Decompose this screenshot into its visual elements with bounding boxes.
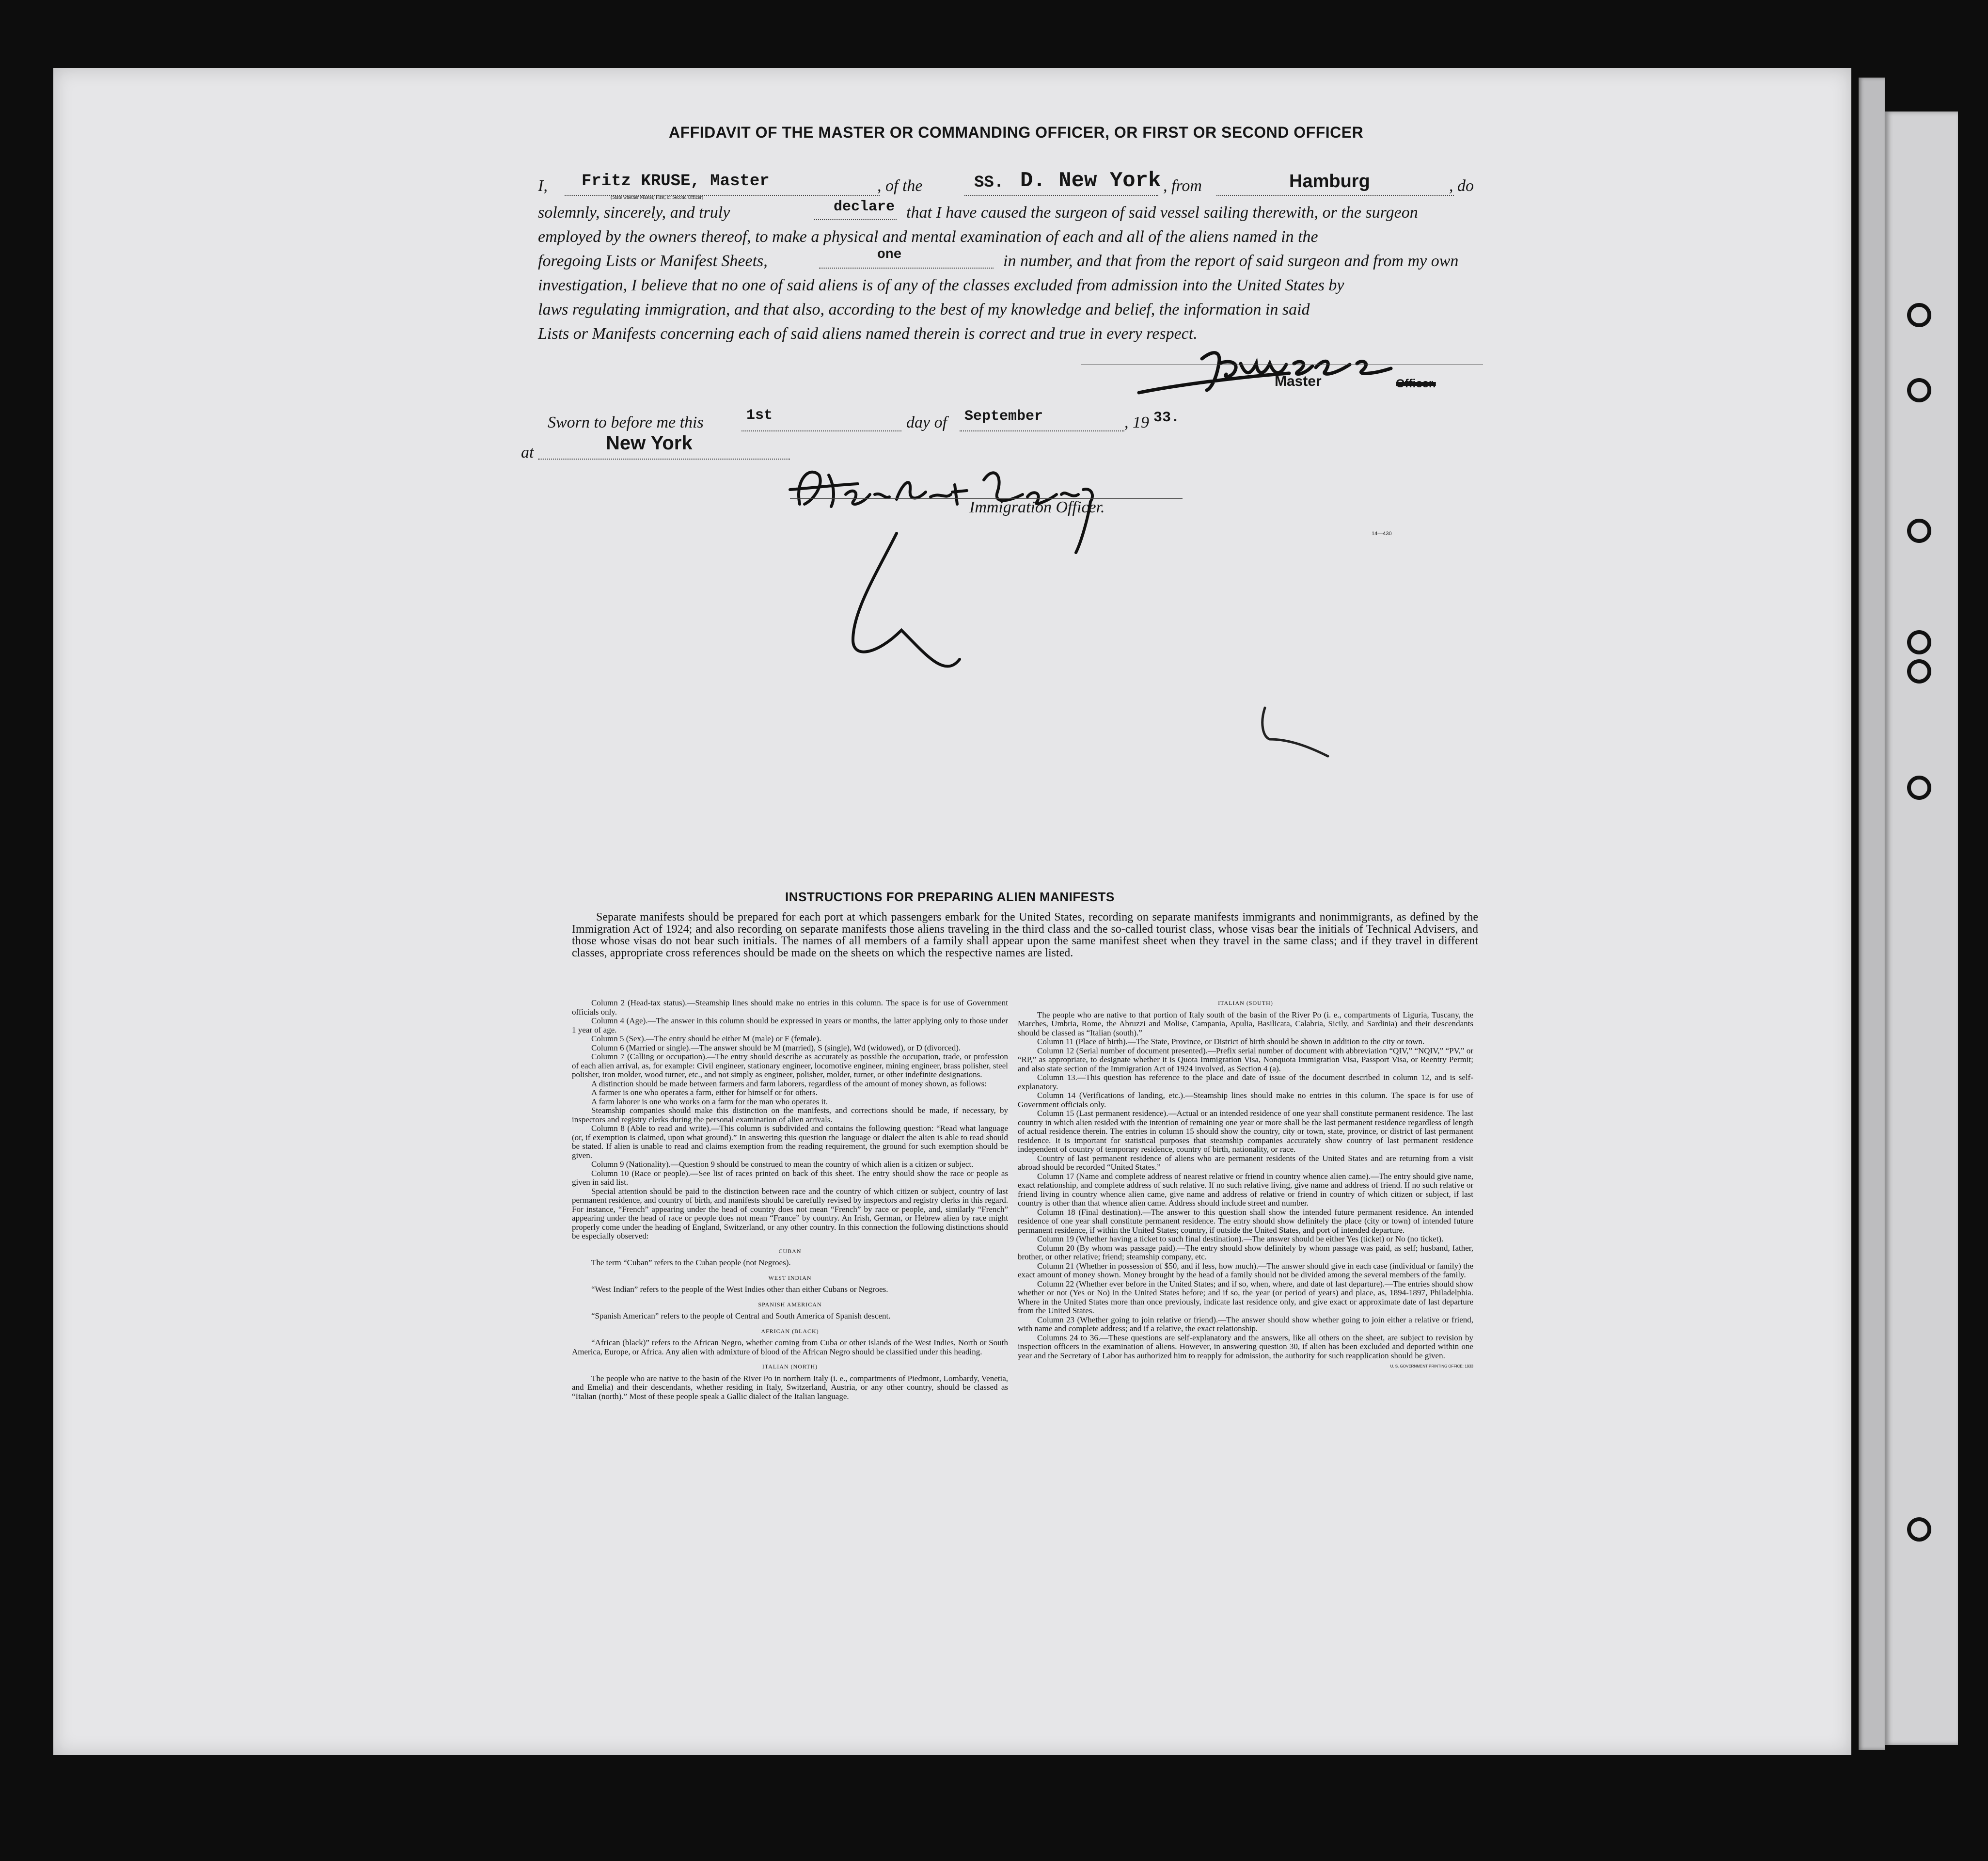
printing-office-stamp: U. S. GOVERNMENT PRINTING OFFICE: 1933	[1390, 1364, 1473, 1368]
manifest-page	[53, 68, 1851, 1755]
binder-strip	[1885, 111, 1958, 1745]
sworn-place-rule	[538, 459, 790, 460]
struck-officer-title: Officer.	[1396, 377, 1436, 390]
instructions-right-column	[1018, 999, 1473, 1371]
spanish-american-heading: SPANISH AMERICAN	[758, 1301, 822, 1308]
day-of-label: day of	[906, 414, 947, 431]
right-paragraph: Column 22 (Whether ever before in the United States; and if so, when, where, and date of last departure).—The entries should show whether or not (Yes or No) in the United States before; and if so, the year (or period of years) and place, as, 1894-1897, Philadelphia. Where in the United States more than once previously, indicate last residence only, and give exact or approximate date of last departure from the United States.	[1018, 1279, 1473, 1315]
left-paragraph: Column 6 (Married or single).—The answer should be M (married), S (single), Wd (widowed), or D (divorced).	[591, 1043, 961, 1052]
at-label: at	[521, 444, 534, 461]
left-paragraph: Column 10 (Race or people).—See list of races printed on back of this sheet. The entry should show the race or people as given in said list.	[572, 1168, 1008, 1187]
left-paragraph: Column 7 (Calling or occupation).—The entry should describe as accurately as possible the occupation, trade, or profession of each alien arrival, as, for example: Civil engineer, stationary engineer, locomotive engineer, mining engineer, brass polisher, steel polisher, iron molder, wood turner, etc., and not simply as engineer, polisher, molder, turner, or other indefinite designations.	[572, 1052, 1008, 1079]
left-paragraph: Column 4 (Age).—The answer in this column should be expressed in years or months, the latter applying only to those under 1 year of age.	[572, 1016, 1008, 1034]
of-the-label: , of the	[877, 177, 923, 195]
affidavit-line-6: laws regulating immigration, and that also, according to the best of my knowledge and belief, the information in said	[538, 301, 1310, 318]
sheet-count-field: one	[877, 247, 902, 262]
sworn-month-rule	[960, 430, 1124, 431]
right-paragraph: Column 13.—This question has reference to the place and date of issue of the document described in column 12, and is self-explanatory.	[1018, 1073, 1473, 1091]
sworn-label: Sworn to before me this	[548, 414, 704, 431]
affidavit-line-4-start: foregoing Lists or Manifest Sheets,	[538, 252, 768, 270]
right-paragraph: Column 23 (Whether going to join relative or friend).—The answer should show whether going to join either a relative or friend, with name and complete address; and if a relative, the exact relationship.	[1018, 1315, 1473, 1333]
master-signature	[1129, 330, 1439, 412]
binder-edge	[1859, 78, 1885, 1750]
officer-rank-note: (State whether Master, First, or Second Officer)	[611, 195, 704, 200]
ship-name-field: D. New York	[1020, 169, 1161, 193]
african-text: “African (black)” refers to the African Negro, whether coming from Cuba or other islands of the West Indies, North or South America, Europe, or Africa. Any alien with admixture of blood of the African Negro should be classified under this heading.	[572, 1338, 1008, 1356]
west-indian-heading: WEST INDIAN	[768, 1274, 812, 1281]
instructions-title: INSTRUCTIONS FOR PREPARING ALIEN MANIFESTS	[785, 890, 1115, 904]
port-rule	[1216, 195, 1454, 196]
affidavit-line-7: Lists or Manifests concerning each of said aliens named therein is correct and true in every respect.	[538, 325, 1198, 343]
binder-hole	[1907, 378, 1931, 402]
italian-south-heading: ITALIAN (SOUTH)	[1218, 1000, 1273, 1006]
right-paragraph: Column 12 (Serial number of document presented).—Prefix serial number of document with abbreviation “QIV,” “NQIV,” “PV,” or “RP,” as appropriate, to designate whether it is Quota Immigration Visa, Nonquota Immigration Visa, Passport Visa, or Reentry Permit; and also state section of the Immigration Act of 1924 involved, as Section 4 (a).	[1018, 1046, 1473, 1073]
left-paragraph: Column 2 (Head-tax status).—Steamship lines should make no entries in this column. The space is for use of Government officials only.	[572, 998, 1008, 1017]
ss-field: SS.	[974, 174, 1004, 192]
binder-hole	[1907, 776, 1931, 800]
i-label: I,	[538, 177, 548, 195]
right-paragraph: Column 18 (Final destination).—The answer to this question shall show the intended future permanent residence. An intended residence of one year shall constitute permanent residence. The entry should show definitely the place (city or town) of intended future permanent residence, if within the United States; country, if outside the United States, and port of intended departure.	[1018, 1207, 1473, 1235]
officer-title: Immigration Officer.	[969, 498, 1105, 516]
left-paragraph: A distinction should be made between farmers and farm laborers, regardless of the amount of money shown, as follows:	[591, 1079, 987, 1088]
sworn-place-field: New York	[606, 432, 693, 454]
cuban-text: The term “Cuban” refers to the Cuban people (not Negroes).	[591, 1258, 791, 1267]
right-paragraph: The people who are native to that portion of Italy south of the basin of the River Po (i. e., compartments of Liguria, Tuscany, the Marches, Umbria, Rome, the Abruzzi and Molise, Campania, Apulia, Basilicata, Calabria, Sicily, and Sardinia) and their descendants should be classed as “Italian (south).”	[1018, 1010, 1473, 1037]
right-paragraph: Column 17 (Name and complete address of nearest relative or friend in country whence alien came).—The entry should give name, exact relationship, and complete address of such relative. If no such relative living, give name and address of friend. If no such relative or friend living in country whence alien came, give name and address of relative or friend in country of which citizen or subject, if last country is other than that whence alien came. Address should include street and number.	[1018, 1171, 1473, 1208]
sheet-count-rule	[819, 268, 994, 269]
right-paragraph: Column 21 (Whether in possession of $50, and if less, how much).—The answer should give in each case (individual or family) the exact amount of money shown. Money brought by the head of a family should not be divided among the several members of the family.	[1018, 1261, 1473, 1279]
affidavit-line-2: that I have caused the surgeon of said vessel sailing therewith, or the surgeon	[906, 204, 1418, 222]
solemnly-label: solemnly, sincerely, and truly	[538, 204, 730, 222]
affidavit-line-5: investigation, I believe that no one of said aliens is of any of the classes excluded from admission into the United States by	[538, 276, 1344, 294]
right-paragraph: Column 14 (Verifications of landing, etc.).—Steamship lines should make no entries in this column. The space is for use of Government officials only.	[1018, 1091, 1473, 1109]
right-paragraph: Column 20 (By whom was passage paid).—The entry should show definitely by whom passage was paid, as self; husband, father, brother, or other relative; friend; steamship company, etc.	[1018, 1243, 1473, 1261]
form-number: 14—430	[1372, 531, 1392, 537]
binder-hole	[1907, 630, 1931, 654]
year-prefix: , 19	[1124, 414, 1149, 431]
affidavit-title: AFFIDAVIT OF THE MASTER OR COMMANDING OFFICER, OR FIRST OR SECOND OFFICER	[669, 124, 1364, 141]
binder-hole	[1907, 303, 1931, 327]
instructions-left-column	[572, 999, 1008, 1401]
binder-hole	[1907, 1517, 1931, 1542]
right-paragraph: Column 19 (Whether having a ticket to such final destination).—The answer should be either Yes (ticket) or No (no ticket).	[1037, 1234, 1444, 1243]
master-name-field: Fritz KRUSE, Master	[582, 172, 770, 191]
affidavit-line-4-end: in number, and that from the report of said surgeon and from my own	[1003, 252, 1459, 270]
pencil-mark	[1250, 698, 1347, 766]
sworn-day-rule	[742, 430, 901, 431]
sworn-month-field: September	[964, 408, 1043, 425]
left-paragraph: Column 9 (Nationality).—Question 9 should be construed to mean the country of which alien is a citizen or subject.	[591, 1160, 974, 1169]
cuban-heading: CUBAN	[778, 1247, 802, 1255]
do-label: , do	[1449, 177, 1474, 195]
right-paragraph: Columns 24 to 36.—These questions are self-explanatory and the answers, like all others on the sheet, are subject to revision by inspection officers in the examination of aliens. However, in answering question 30, if alien has been excluded and deported within one year and the Secretary of Labor has authorized him to reapply for admission, the authority for such reapplication should be given.	[1018, 1333, 1473, 1360]
signer-title: Master	[1275, 373, 1322, 389]
left-paragraph: A farm laborer is one who works on a farm for the man who operates it.	[591, 1097, 828, 1106]
from-label: , from	[1163, 177, 1202, 195]
right-paragraph: Column 11 (Place of birth).—The State, Province, or District of birth should be shown in addition to the city or town.	[1037, 1037, 1425, 1046]
african-heading: AFRICAN (BLACK)	[761, 1327, 819, 1335]
ship-rule	[964, 195, 1158, 196]
left-paragraph: Column 5 (Sex).—The entry should be either M (male) or F (female).	[591, 1034, 821, 1043]
affidavit-line-3: employed by the owners thereof, to make a physical and mental examination of each and all of the aliens named in the	[538, 228, 1318, 246]
binder-hole	[1907, 519, 1931, 543]
immigration-officer-signature	[780, 446, 1129, 717]
left-paragraph: Special attention should be paid to the distinction between race and the country of which citizen or subject, country of last permanent residence, and country of birth, and manifests should be carefully revised by inspectors and registry clerks in this regard. For instance, “French” appearing under the head of country does not mean “French” by race or people, and, similarly “French” appearing under the head of race or people does not mean “France” by country. An Irish, German, or Hebrew alien by race might properly come under the heading of England, Switzerland, or any other country. In this connection the following distinctions should be especially observed:	[572, 1186, 1008, 1241]
right-paragraph: Column 15 (Last permanent residence).—Actual or an intended residence of one year shall constitute permanent residence. The last country in which alien resided with the intention of remaining one year or more shall be the last permanent residence regardless of length of actual residence therein. The entries in column 15 should show the country, city or town, state, province, or district of last permanent residence. It is important for statistical purposes that steamship companies accurately show country of last permanent residence independent of country of temporary residence, country of birth, nationality, or race.	[1018, 1109, 1473, 1154]
spanish-american-text: “Spanish American” refers to the people of Central and South America of Spanish descent.	[591, 1311, 891, 1320]
declare-rule	[814, 219, 897, 220]
binder-hole	[1907, 659, 1931, 684]
left-paragraph: Steamship companies should make this distinction on the manifests, and corrections should be made, if necessary, by inspectors and registry clerks during the personal examination of alien arrivals.	[572, 1106, 1008, 1124]
italian-north-text: The people who are native to the basin of the River Po in northern Italy (i. e., compartments of Piedmont, Lombardy, Venetia, and Emelia) and their descendants, whether residing in Italy, Switzerland, Austria, or any other country, should be classed as “Italian (north).” Most of these people speak a Gallic dialect of the Italian language.	[572, 1373, 1008, 1401]
port-field: Hamburg	[1289, 171, 1370, 191]
italian-north-heading: ITALIAN (NORTH)	[762, 1363, 818, 1370]
west-indian-text: “West Indian” refers to the people of the West Indies other than either Cubans or Negroes.	[591, 1285, 888, 1294]
instructions-intro: Separate manifests should be prepared for each port at which passengers embark for the United States, recording on separate manifests immigrants and nonimmigrants, as defined by the Immigration Act of 1924; and also recording on separate manifests those aliens traveling in the third class and the so-called tourist class, whose visas bear the initials of Technical Advisers, and those whose visas do not bear such initials. The names of all members of a family shall appear upon the same manifest sheet when they travel in the same class; and if they travel in different classes, appropriate cross references should be made on the sheets on which the respective names are listed.	[572, 911, 1478, 959]
left-paragraph: A farmer is one who operates a farm, either for himself or for others.	[591, 1088, 818, 1097]
sworn-day-field: 1st	[746, 407, 773, 424]
declare-field: declare	[834, 199, 895, 215]
right-paragraph: Country of last permanent residence of aliens who are permanent residents of the United States and are returning from a visit abroad should be recorded “United States.”	[1018, 1153, 1473, 1172]
left-paragraph: Column 8 (Able to read and write).—This column is subdivided and contains the following question: “Read what language (or, if exemption is claimed, upon what ground).” In answering this question the language or dialect the alien is able to read should be stated. If alien is unable to read and claims exemption from the reading requirement, the ground for such exemption should be given.	[572, 1124, 1008, 1160]
year-suffix-field: 33.	[1153, 410, 1180, 426]
